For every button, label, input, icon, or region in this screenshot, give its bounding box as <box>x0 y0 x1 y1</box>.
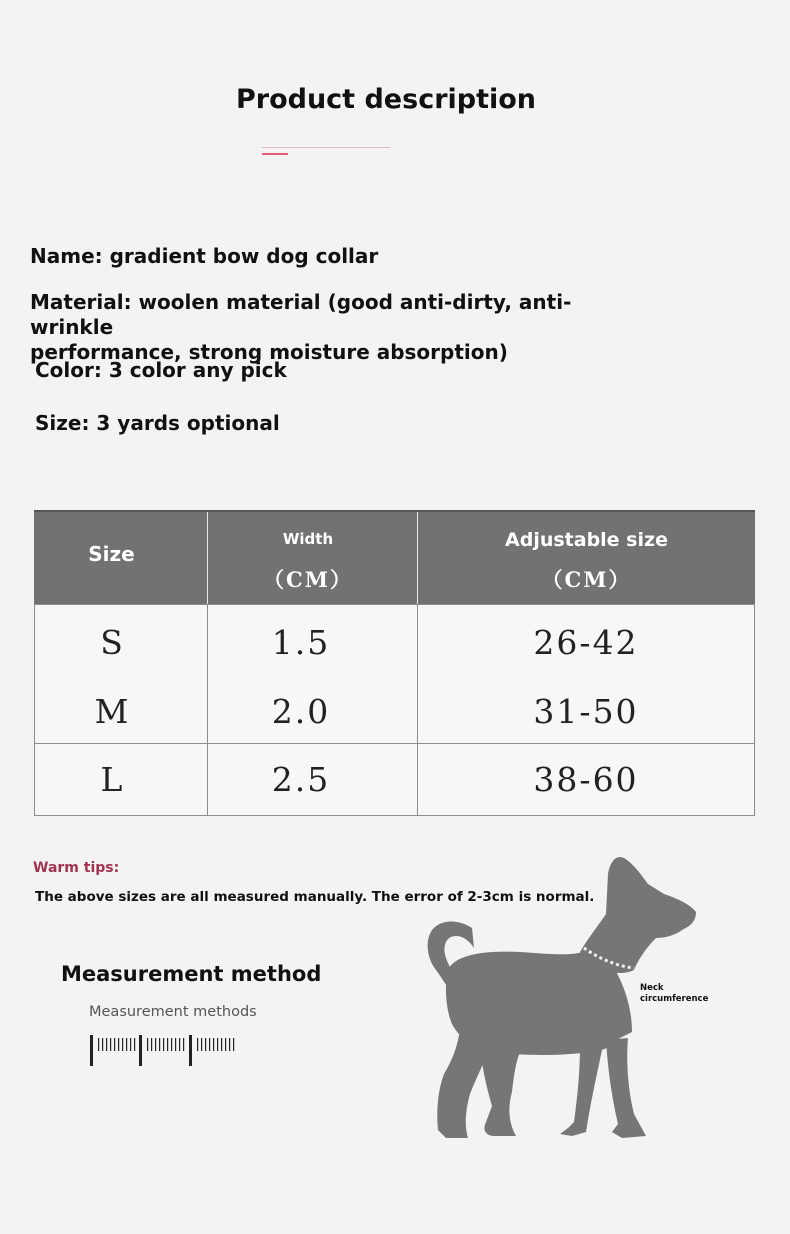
measurement-title: Measurement method <box>61 962 322 986</box>
warm-tips-text: The above sizes are all measured manually. The error of 2-3cm is normal. <box>35 889 595 905</box>
header-width-unit: （CM） <box>263 567 353 592</box>
title-underline <box>262 147 390 148</box>
table-row <box>34 679 755 744</box>
neck-label-line1: Neck <box>640 983 664 993</box>
row-width-cell: 1.5 <box>271 622 331 662</box>
measurement-subtitle: Measurement methods <box>89 1004 257 1020</box>
table-row <box>34 744 755 816</box>
neck-circumference-label <box>640 983 730 1005</box>
product-name: Name: gradient bow dog collar <box>30 244 379 268</box>
title-underline-accent <box>262 153 288 155</box>
header-width <box>208 512 417 606</box>
material-line-2: performance, strong moisture absorption) <box>30 340 508 364</box>
row-adjustable-cell: 26-42 <box>533 622 639 662</box>
row-adjustable-cell: 31-50 <box>533 691 639 731</box>
product-material <box>30 290 630 365</box>
row-size-cell: S <box>100 622 125 662</box>
warm-tips-heading: Warm tips: <box>33 860 120 876</box>
header-width-label: Width <box>282 530 334 548</box>
header-size <box>34 512 207 606</box>
size-table <box>34 510 755 816</box>
row-width-cell: 2.5 <box>271 760 331 799</box>
row-adjustable-cell: 38-60 <box>533 760 639 799</box>
header-adjustable-label: Adjustable size <box>505 529 668 551</box>
neck-label-line2: circumference <box>640 994 709 1004</box>
header-size-label: Size <box>88 542 135 566</box>
header-adjustable <box>418 512 755 606</box>
table-row <box>34 604 755 680</box>
page-title: Product description <box>235 84 537 115</box>
product-size: Size: 3 yards optional <box>35 411 280 435</box>
table-header-row <box>34 510 755 606</box>
ruler-icon <box>88 1033 240 1072</box>
material-line-1: Material: woolen material (good anti-dirty, anti-wrinkle <box>30 290 572 339</box>
row-size-cell: L <box>100 760 125 799</box>
row-size-cell: M <box>94 691 131 731</box>
product-color: Color: 3 color any pick <box>35 358 287 382</box>
header-adjustable-unit: （CM） <box>541 567 632 592</box>
row-width-cell: 2.0 <box>271 691 331 731</box>
